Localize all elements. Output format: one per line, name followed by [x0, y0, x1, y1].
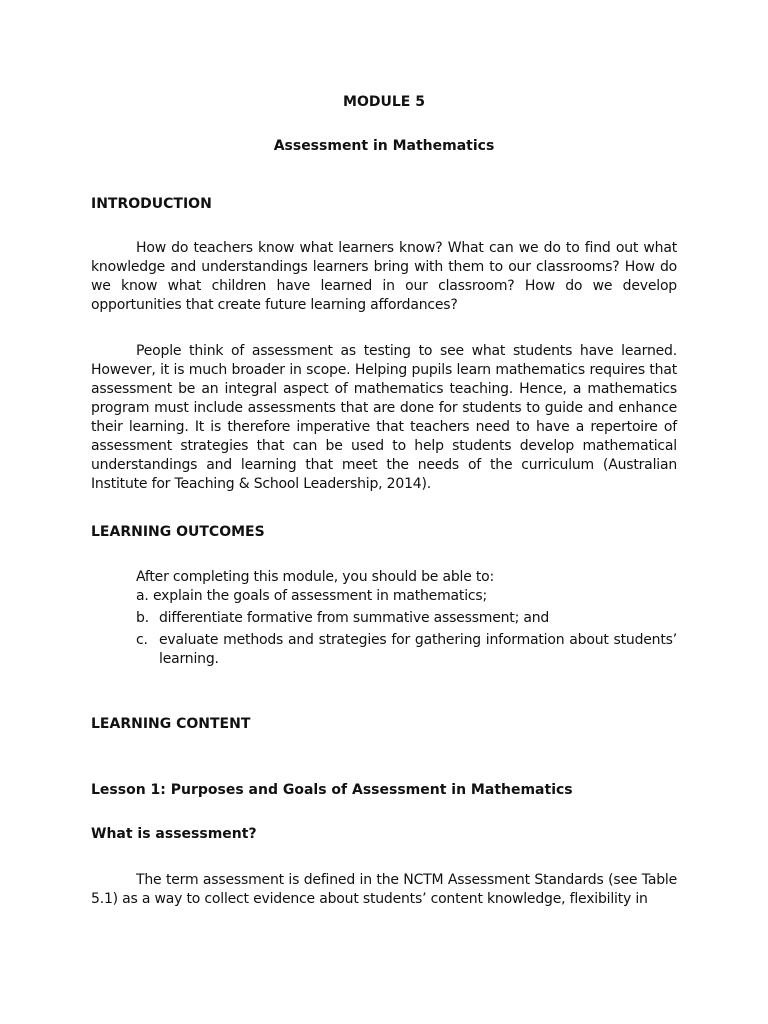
list-marker: a. [136, 588, 149, 604]
list-item-text: differentiate formative from summative assessment; and [159, 610, 550, 626]
outcomes-ordered-list [136, 587, 677, 669]
list-item-text: evaluate methods and strategies for gathering information about students’ learning. [159, 632, 677, 667]
module-title: Assessment in Mathematics [273, 138, 495, 154]
module-number: MODULE 5 [343, 94, 425, 110]
introduction-paragraph-2: People think of assessment as testing to see what students have learned. However, it is much broader in scope. Helping pupils learn mathematics requires that assessment be an integral aspect of mathematics teaching. Hence, a mathematics program must include assessments that are done for students to guide and enhance their learning. It is therefore imperative that teachers need to have a repertoire of assessment strategies that can be used to help students develop mathematical understandings and learning that meet the needs of the curriculum (Australian Institute for Teaching & School Leadership, 2014). [91, 343, 677, 492]
learning-outcomes-heading: LEARNING OUTCOMES [91, 524, 265, 540]
learning-content-paragraph-1: The term assessment is defined in the NCTM Assessment Standards (see Table 5.1) as a way to collect evidence about students’ content knowledge, flexibility in [91, 872, 677, 907]
list-item [136, 631, 677, 669]
list-marker: b. [136, 610, 149, 626]
list-item [136, 587, 677, 606]
subheading-what-is-assessment: What is assessment? [91, 826, 257, 842]
list-marker: c. [136, 632, 148, 648]
list-item-text: explain the goals of assessment in mathematics; [153, 588, 487, 604]
introduction-paragraph-1: How do teachers know what learners know? What can we do to find out what knowledge and understandings learners bring with them to our classrooms? How do we know what children have learned in our classroom? How do we develop opportunities that create future learning affordances? [91, 240, 677, 313]
list-item [136, 609, 677, 628]
learning-outcomes-intro: After completing this module, you should be able to: [136, 569, 495, 585]
learning-content-heading: LEARNING CONTENT [91, 716, 251, 732]
lesson-heading: Lesson 1: Purposes and Goals of Assessment in Mathematics [91, 782, 573, 798]
learning-outcomes-list [136, 568, 677, 669]
introduction-heading: INTRODUCTION [91, 196, 212, 212]
